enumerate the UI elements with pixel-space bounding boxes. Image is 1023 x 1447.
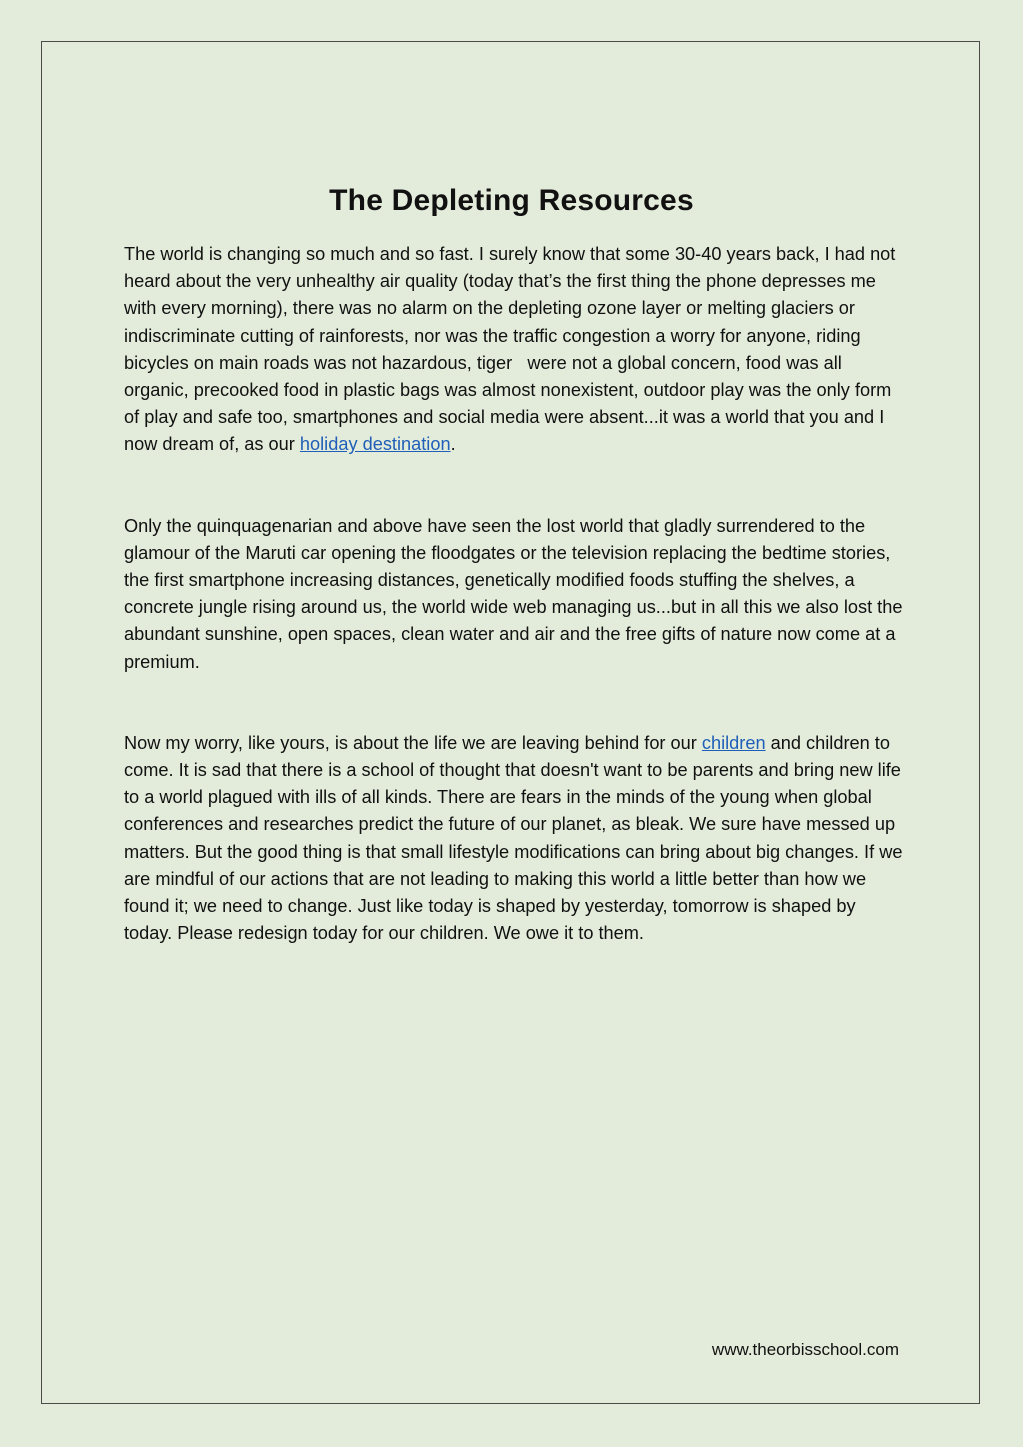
- paragraph-2: Only the quinquagenarian and above have seen the lost world that gladly surrendered to the glamour of the Maruti car opening the floodgates or the television replacing the bedtime stories, the first smartphone increasing distances, genetically modified foods stuffing the shelves, a concrete jungle rising around us, the world wide web managing us...but in all this we also lost the abundant sunshine, open spaces, clean water and air and the free gifts of nature now come at a premium.: [124, 515, 903, 672]
- document-title: The Depleting Resources: [329, 184, 694, 217]
- holiday-destination-link[interactable]: holiday destination: [299, 434, 451, 455]
- footer-website: www.theorbisschool.com: [711, 1340, 899, 1359]
- paragraph-1: [124, 241, 906, 459]
- paragraph-1-text: The world is changing so much and so fast. I surely know that some 30-40 years back, I had not heard about the very unhealthy air quality (today that’s the first thing the phone depresses me with every morning), there was no alarm on the depleting ozone layer or melting glaciers or indiscriminate cutting of rainforests, nor was the traffic congestion a worry for anyone, riding bicycles on main roads was not hazardous, tiger were not a global concern, food was all organic, precooked food in plastic bags was almost nonexistent, outdoor play was the only form of play and safe too, smartphones and social media were absent...it was a world that you and I now dream of, as our: [124, 244, 896, 455]
- paragraph-3: [124, 730, 906, 948]
- paragraph-3-start: Now my worry, like yours, is about the life we are leaving behind for our: [124, 732, 702, 753]
- paragraph-1-end: .: [450, 434, 456, 455]
- children-link[interactable]: children: [701, 732, 766, 753]
- article-body: [124, 241, 906, 947]
- paragraph-3-text: and children to come. It is sad that there is a school of thought that doesn't want to be parents and bring new life to a world plagued with ills of all kinds. There are fears in the minds of the young when global conferences and researches predict the future of our planet, as bleak. We sure have messed up matters. But the good thing is that small lifestyle modifications can bring about big changes. If we are mindful of our actions that are not leading to making this world a little better than how we found it; we need to change. Just like today is shaped by yesterday, tomorrow is shaped by today. Please redesign today for our children. We owe it to them.: [124, 732, 903, 944]
